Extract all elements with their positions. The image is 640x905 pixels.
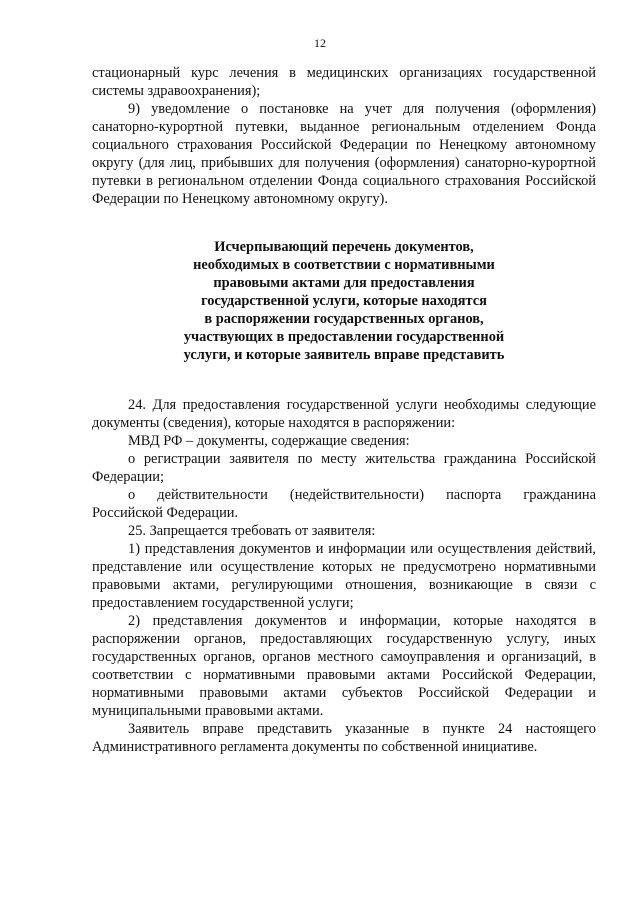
paragraph-item-2: 2) представления документов и информации, которые находятся в распоряжении органов, предоставляющих государственную услугу, иных государственных органов, органов местного самоуправления и организаций, в соответствии с нормативными правовыми актами Российской Федерации, нормативными правовыми актами субъектов Российской Федерации и муниципальными правовыми актами. <box>92 613 596 719</box>
paragraph-mvd: МВД РФ – документы, содержащие сведения: <box>128 433 410 449</box>
top-text-block <box>92 64 596 208</box>
paragraph-applicant-right: Заявитель вправе представить указанные в пункте 24 настоящего Административного регламента документы по собственной инициативе. <box>92 721 596 755</box>
paragraph-passport: о действительности (недействительности) паспорта гражданина Российской Федерации. <box>92 487 596 521</box>
paragraph-registration: о регистрации заявителя по месту жительства гражданина Российской Федерации; <box>92 451 596 485</box>
paragraph-item-1: 1) представления документов и информации или осуществления действий, представление или осуществление которых не предусмотрено нормативными правовыми актами, регулирующими отношения, возникающие в связи с предоставлением государственной услуги; <box>92 541 596 611</box>
heading-line: необходимых в соответствии с нормативными <box>193 257 495 273</box>
heading-line: участвующих в предоставлении государственной <box>183 329 505 345</box>
heading-line: правовыми актами для предоставления <box>213 275 475 291</box>
page-number: 12 <box>314 36 326 50</box>
paragraph-24: 24. Для предоставления государственной услуги необходимы следующие документы (сведения), которые находятся в распоряжении: <box>92 397 596 431</box>
paragraph-25: 25. Запрещается требовать от заявителя: <box>128 523 376 539</box>
heading-line: в распоряжении государственных органов, <box>204 311 484 327</box>
section-heading <box>92 238 596 364</box>
heading-line: услуги, и которые заявитель вправе представить <box>183 347 505 363</box>
heading-line: Исчерпывающий перечень документов, <box>214 239 474 255</box>
heading-line: государственной услуги, которые находятся <box>201 293 487 309</box>
paragraph-continuation: стационарный курс лечения в медицинских организациях государственной системы здравоохранения); <box>92 65 596 99</box>
section-text-block <box>92 396 596 756</box>
paragraph-item-9: 9) уведомление о постановке на учет для получения (оформления) санаторно-курортной путевки, выданное региональным отделением Фонда социального страхования Российской Федерации по Ненецкому автономному округу (для лиц, прибывших для получения (оформления) санаторно-курортной путевки в региональном отделении Фонда социального страхования Российской Федерации по Ненецкому автономному округу). <box>92 101 596 207</box>
